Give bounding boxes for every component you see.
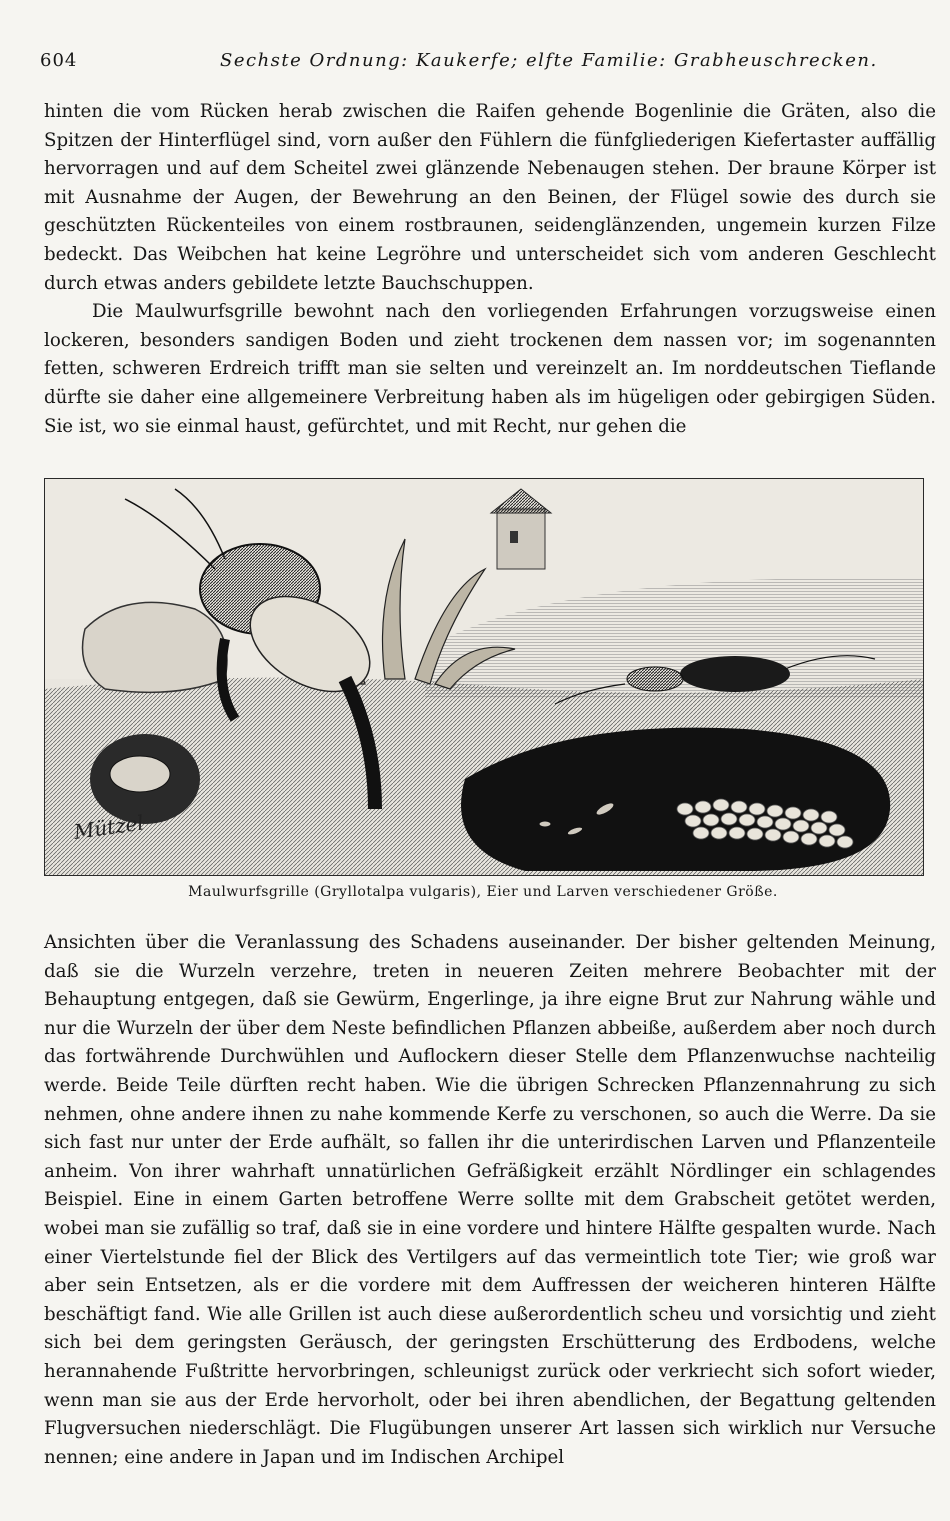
paragraph: Die Maulwurfsgrille bewohnt nach den vorliegenden Erfahrungen vorzugsweise einen lockeren, besonders sandigen Boden und zieht trockenen dem nassen vor; im sogenannten fetten, schweren Erdreich trifft man sie selten und vereinzelt an. Im norddeutschen Tieflande dürfte sie daher eine allgemeinere Verbreitung haben als im hügeligen oder gebirgigen Süden. Sie ist, wo sie einmal haust, gefürchtet, und mit Recht, nur gehen die <box>44 301 936 437</box>
figure-caption: Maulwurfsgrille (Gryllotalpa vulgaris), Eier und Larven verschiedener Größe. <box>188 884 778 900</box>
body-text-top <box>44 98 936 441</box>
running-title: Sechste Ordnung: Kaukerfe; elfte Familie: Grabheuschrecken. <box>220 50 878 71</box>
artist-signature: Mützel <box>72 810 146 844</box>
page-number: 604 <box>40 50 78 71</box>
larvae-cell <box>90 734 200 824</box>
rock <box>83 602 228 692</box>
paragraph: Ansichten über die Veranlassung des Schadens auseinander. Der bisher geltenden Meinung, daß sie die Wurzeln verzehre, treten in neueren Zeiten mehrere Beobachter mit der Behauptung entgegen, daß sie Gewürm, Engerlinge, ja ihre eigne Brut zur Nahrung wähle und nur die Wurzeln der über dem Neste befindlichen Pflanzen abbeiße, außerdem aber noch durch das fortwährende Durchwühlen und Auflockern dieser Stelle dem Pflanzenwuchse nachteilig werde. Beide Teile dürften recht haben. Wie die übrigen Schrecken Pflanzennahrung zu sich nehmen, ohne andere ihnen zu nahe kommende Kerfe zu verschonen, so auch die Werre. Da sie sich fast nur unter der Erde aufhält, so fallen ihr die unterirdischen Larven und Pflanzenteile anheim. Von ihrer wahrhaft unnatürlichen Gefräßigkeit erzählt Nördlinger ein schlagendes Beispiel. Eine in einem Garten betroffene Werre sollte mit dem Grabscheit getötet werden, wobei man sie zufällig so traf, daß sie in eine vordere und hintere Hälfte gespalten wurde. Nach einer Viertelstunde fiel der Blick des Vertilgers auf das vermeintlich tote Tier; wie groß war aber sein Entsetzen, als er die vordere mit dem Auffressen der weicheren hinteren Hälfte beschäftigt fand. Wie alle Grillen ist auch diese außerordentlich scheu und vorsichtig und zieht sich bei dem geringsten Geräusch, der geringsten Erschütterung des Erdbodens, welche herannahende Fußtritte hervorbringen, schleunigst zurück oder verkriecht sich sofort wieder, wenn man sie aus der Erde hervorholt, oder bei ihren abendlichen, der Begattung geltenden Flugversuchen niederschlägt. Die Flugübungen unserer Art lassen sich wirklich nur Versuche nennen; eine andere in Japan und im Indischen Archipel <box>44 932 936 1468</box>
body-text-bottom <box>44 929 936 1472</box>
paragraph: hinten die vom Rücken herab zwischen die Raifen gehende Bogenlinie die Gräten, also die Spitzen der Hinterflügel sind, vorn außer den Fühlern die fünfgliederigen Kiefertaster auffällig hervorragen und auf dem Scheitel zwei glänzende Nebenaugen stehen. Der braune Körper ist mit Ausnahme der Augen, der Bewehrung an den Beinen, der Flügel sowie des durch sie geschützten Rückenteiles von einem rostbraunen, seidenglänzenden, ungemein kurzen Filze bedeckt. Das Weibchen hat keine Legröhre und unterscheidet sich vom anderen Geschlecht durch etwas anders gebildete letzte Bauchschuppen. <box>44 101 936 294</box>
illustration-mole-cricket <box>44 478 924 876</box>
page-header <box>40 50 932 82</box>
engraving <box>45 479 923 875</box>
